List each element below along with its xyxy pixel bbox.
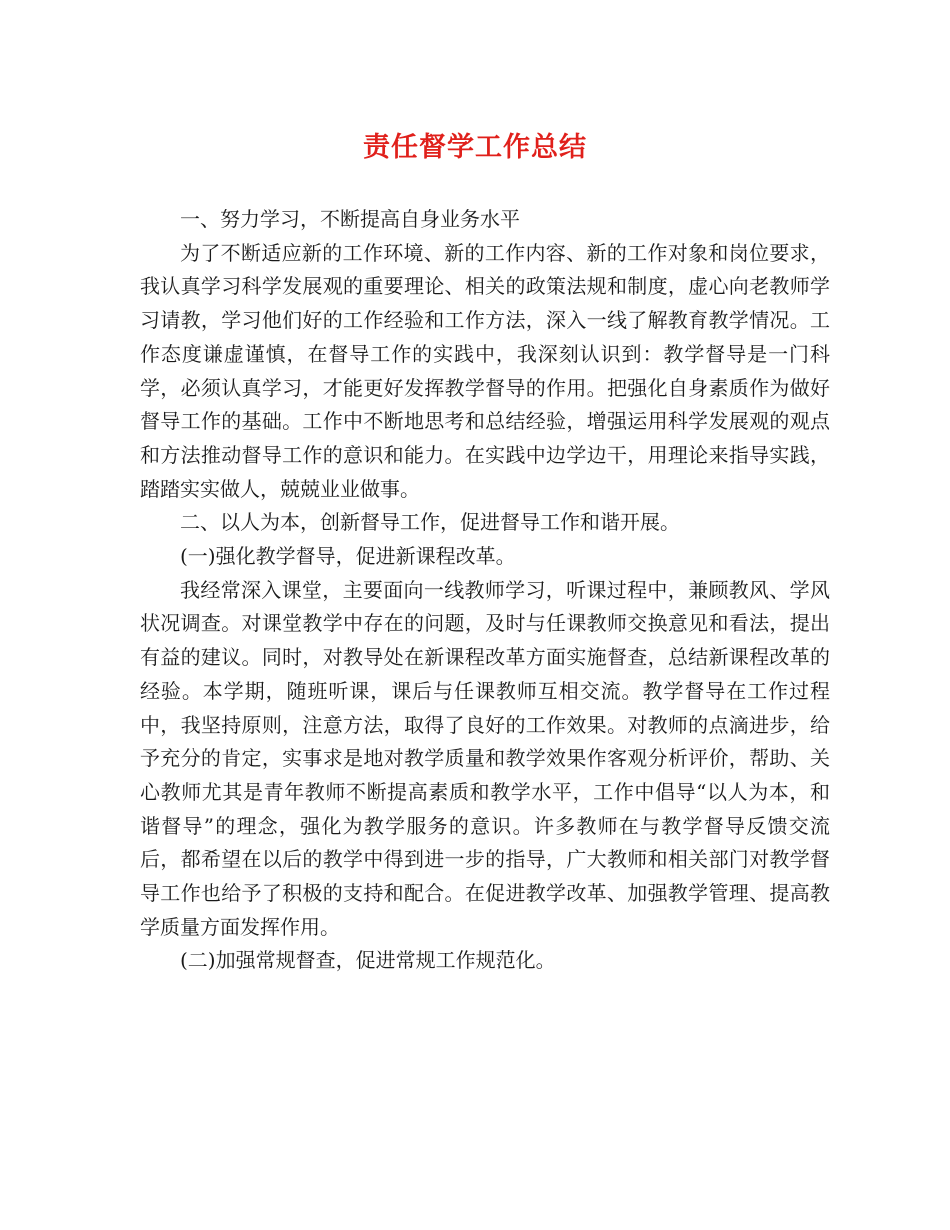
section-heading-2: 二、以人为本，创新督导工作，促进督导工作和谐开展。 — [180, 510, 680, 535]
body-paragraph: 为了不断适应新的工作环境、新的工作内容、新的工作对象和岗位要求，我认真学习科学发展观的重要理论、相关的政策法规和制度，虚心向老教师学习请教，学习他们好的工作经验和工作方法，深入一线了解教育教学情况。工作态度谦虚谨慎，在督导工作的实践中，我深刻认识到：教学督导是一门科学，必须认真学习，才能更好发挥教学督导的作用。把强化自身素质作为做好督导工作的基础。工作中不断地思考和总结经验，增强运用科学发展观的观点和方法推动督导工作的意识和能力。在实践中边学边干，用理论来指导实践，踏踏实实做人，兢兢业业做事。 — [140, 240, 830, 501]
subsection-heading-2: (二)加强常规督查，促进常规工作规范化。 — [180, 948, 556, 973]
document-title: 责任督学工作总结 — [363, 132, 587, 163]
body-paragraph: 我经常深入课堂，主要面向一线教师学习，听课过程中，兼顾教风、学风状况调查。对课堂教学中存在的问题，及时与任课教师交换意见和看法，提出有益的建议。同时，对教导处在新课程改革方面实施督查，总结新课程改革的经验。本学期，随班听课，课后与任课教师互相交流。教学督导在工作过程中，我坚持原则，注意方法，取得了良好的工作效果。对教师的点滴进步，给予充分的肯定，实事求是地对教学质量和教学效果作客观分析评价，帮助、关心教师尤其是青年教师不断提高素质和教学水平，工作中倡导“以人为本，和谐督导”的理念，强化为教学服务的意识。许多教师在与教学督导反馈交流后，都希望在以后的教学中得到进一步的指导，广大教师和相关部门对教学督导工作也给予了积极的支持和配合。在促进教学改革、加强教学管理、提高教学质量方面发挥作用。 — [140, 577, 830, 939]
subsection-heading-1: (一)强化教学督导，促进新课程改革。 — [180, 544, 516, 569]
document-body — [140, 203, 830, 978]
section-heading-1: 一、努力学习，不断提高自身业务水平 — [180, 207, 520, 231]
